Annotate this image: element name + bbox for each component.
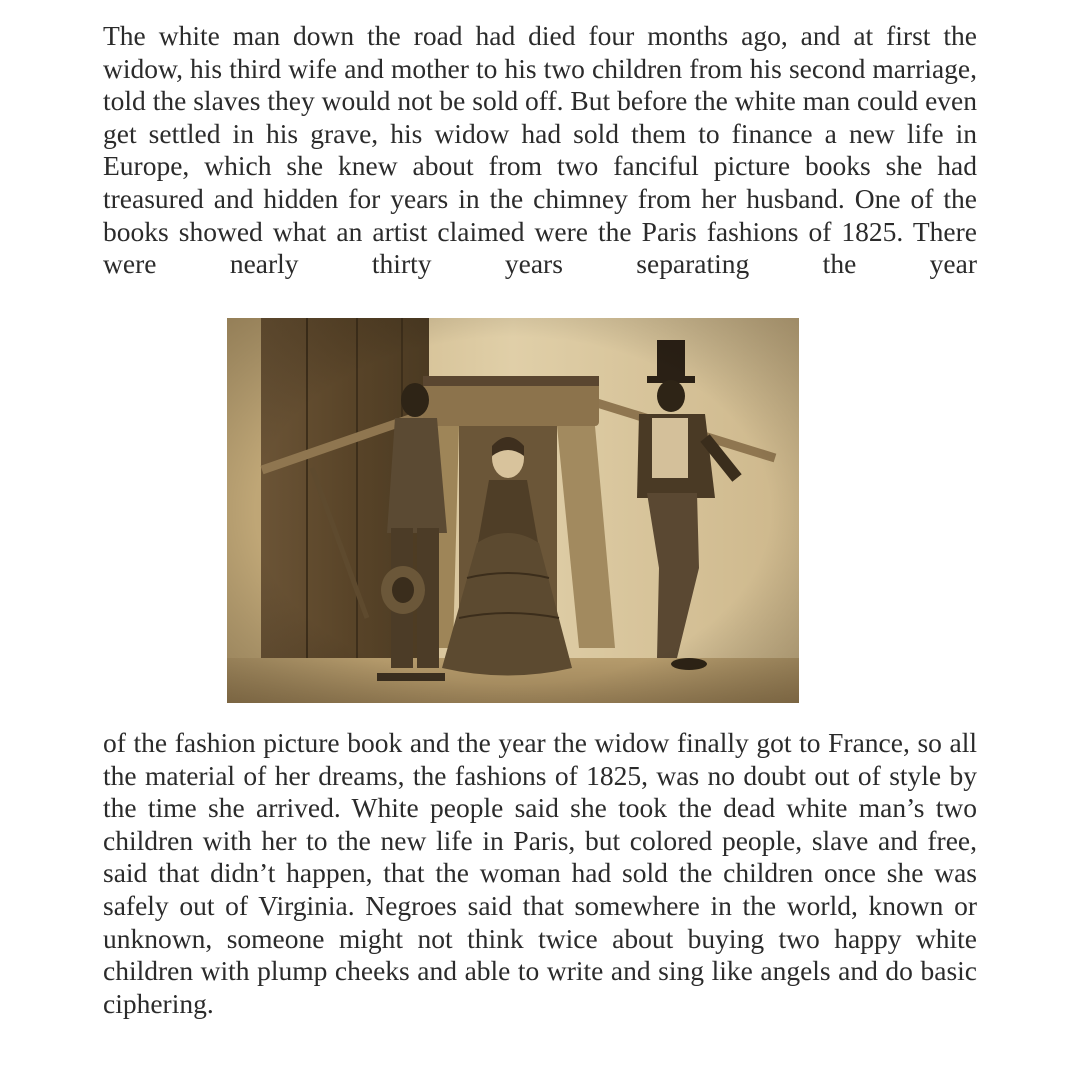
body-paragraph-top: The white man down the road had died four months ago, and at first the widow, his third wife and mother to his two children from his second marriage, told the slaves they would not be sold off. But before the white man could even get settled in his grave, his widow had sold them to finance a new life in Europe, which she knew about from two fanciful picture books she had treasured and hidden for years in the chimney from her husband. One of the books showed what an artist claimed were the Paris fashions of 1825. There were nearly thirty years separating the year: [103, 20, 977, 280]
body-paragraph-bottom: of the fashion picture book and the year the widow finally got to France, so all the material of her dreams, the fashions of 1825, was no doubt out of style by the time she arrived. White people said she took the dead white man’s two children with her to the new life in Paris, but colored people, slave and free, said that didn’t happen, that the woman had sold the children once she was safely out of Virginia. Negroes said that somewhere in the world, known or unknown, someone might not think twice about buying two happy white children with plump cheeks and able to write and sing like angels and do basic ciphering.: [103, 727, 977, 1019]
sepia-photograph: [227, 318, 799, 703]
photograph-illustration: [227, 318, 799, 703]
